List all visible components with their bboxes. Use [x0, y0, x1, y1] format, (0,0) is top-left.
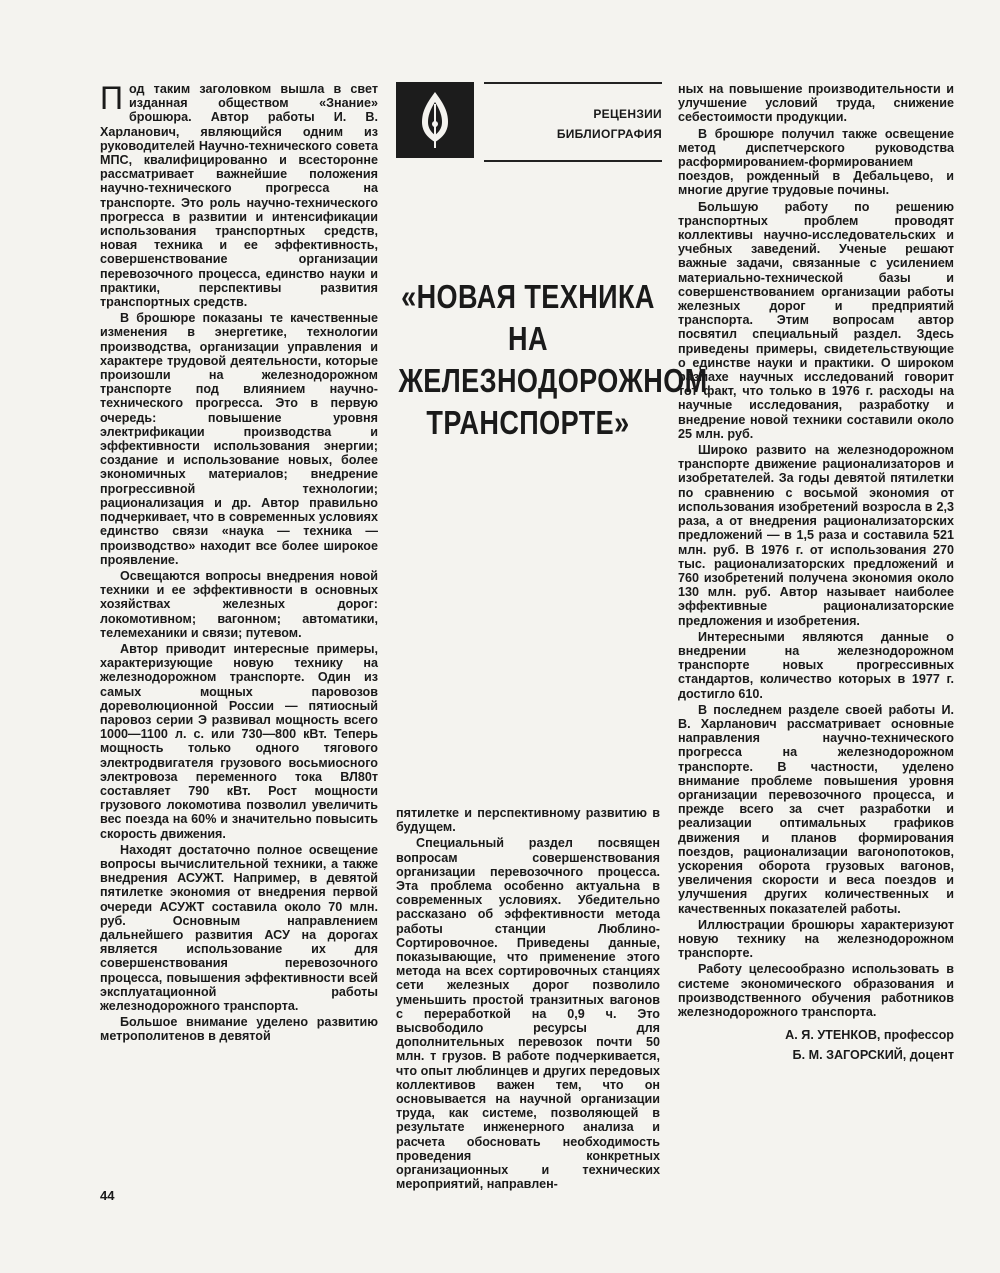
article-authors — [678, 1025, 954, 1065]
drop-cap: П — [100, 80, 123, 116]
rubric-line: БИБЛИОГРАФИЯ — [556, 127, 662, 141]
article-paragraph: Находят достаточно полное освещение вопросы вычислительной техники, а также внедрения АСУЖТ. Например, в девятой пятилетке экономия от внедрения первой очереди АСУЖТ составила около 70 млн. руб. Основным направлением дальнейшего развития АСУ на дорогах является использование их для совершенствования перевозочного процесса, повышения эффективности всей эксплуатационной работы железнодорожного транспорта. — [100, 842, 378, 1013]
headline-line: «НОВАЯ ТЕХНИКА — [401, 278, 655, 315]
rubric-bottom-rule — [484, 160, 662, 162]
article-paragraph: Специальный раздел посвящен вопросам совершенствования организации перевозочного процесса. Эта проблема особенно актуальна в современных условиях. Убедительно рассказано об эффективности метода работы станции Люблино-Сортировочное. Приведены данные, показывающие, что применение этого метода на всех сортировочных станциях сети железных дорог позволило уменьшить простой транзитных вагонов с переработкой на 0,9 ч. Это высвободило ресурсы для дополнительных перевозок почти 50 млн. т грузов. В работе подчеркивается, что опыт люблинцев и других передовых коллективов важен тем, что он основывается на научной организации труда, как системе, позволяющей в результате инженерного анализа и расчета обосновать необходимость проведения конкретных организационных и технических мероприятий, направлен- — [396, 836, 660, 1192]
article-paragraph: Иллюстрации брошюры характеризуют новую технику на железнодорожном транспорте. — [678, 917, 954, 961]
article-paragraph: пятилетке и перспективному развитию в будущем. — [396, 806, 660, 835]
article-paragraph: Под таким заголовком вышла в свет изданная обществом «Знание» брошюра. Автор работы И. В. Харланович, являющийся одним из руководителей Научно-технического совета МПС, квалифицированно и всесторонне рассматривает важнейшие положения научно-технического прогресса на транспорте. Это роль научно-технического прогресса в развитии и интенсификации использования транспортных средств, новая техника и ее эффективность, совершенствование организации перевозочного процесса, единство науки и практики, перспективы развития транспортных средств. — [100, 80, 378, 310]
article-paragraph: Интересными являются данные о внедрении на железнодорожном транспорте новых прогрессивных стандартов, количество которых в 1977 г. достигло 610. — [678, 629, 954, 701]
article-column-1 — [100, 82, 378, 1044]
article-headline — [398, 276, 708, 444]
article-column-2 — [396, 806, 660, 1191]
article-paragraph: В брошюре получил также освещение метод диспетчерского руководства расформированием-формированием поездов, рожденный в Дебальцево, и многие другие трудовые почины. — [678, 126, 954, 198]
article-paragraph: Работу целесообразно использовать в системе экономического образования и производственного обучения работников железнодорожного транспорта. — [678, 962, 954, 1019]
article-paragraph: Широко развито на железнодорожном транспорте движение рационализаторов и изобретателей. За годы девятой пятилетки по сравнению с восьмой экономия от использования изобретений возросла в 2,3 раза, а от внедрения рационализаторских предложений — в 1,5 раза и составила 521 млн. руб. В 1976 г. от использования 270 тыс. рационализаторских предложений и 760 изобретений получена экономия около 130 млн. руб. Автор называет наиболее эффективные рационализаторские предложения и изобретения. — [678, 443, 954, 628]
page-number: 44 — [100, 1188, 115, 1203]
rubric-top-rule — [484, 82, 662, 84]
article-paragraph: Большую работу по решению транспортных проблем проводят коллективы научно-исследовательских и учебных заведений. Ученые решают важные задачи, связанные с усилением материально-технической базы и совершенствованием организации работы железных дорог и предприятий транспорта. Этим вопросам автор посвятил специальный раздел. Здесь приведены примеры, свидетельствующие о единстве науки и практики. О широком размахе научных исследований говорит тот факт, что только в 1976 г. расходы на научные исследования, разработку и внедрение новой техники составили около 25 млн. руб. — [678, 199, 954, 441]
author-line: А. Я. УТЕНКОВ, профессор — [785, 1028, 954, 1043]
article-paragraph: В последнем разделе своей работы И. В. Харланович рассматривает основные направления научно-технического прогресса на железнодорожном транспорте. В частности, уделено внимание проблеме повышения уровня организации перевозочного процесса, и прежде всего за счет разработки и реализации оптимальных графиков движения и планов формирования поездов, рационализации вагонопотоков, ускорения оборота грузовых вагонов, увеличения скорости и веса поездов и улучшения других количественных и качественных показателей работы. — [678, 702, 954, 916]
article-paragraph: ных на повышение производительности и улучшение условий труда, снижение себестоимости продукции. — [678, 82, 954, 125]
headline-line: ТРАНСПОРТЕ» — [426, 404, 630, 441]
article-paragraph: Освещаются вопросы внедрения новой техники и ее эффективности в основных хозяйствах железных дорог: локомотивном; вагонном; автоматики, телемеханики и связи; путевом. — [100, 568, 378, 640]
rubric-line: РЕЦЕНЗИИ — [593, 107, 662, 121]
article-paragraph: Большое внимание уделено развитию метрополитенов в девятой — [100, 1015, 378, 1044]
section-emblem — [396, 82, 474, 158]
article-paragraph: В брошюре показаны те качественные изменения в энергетике, технологии производства, организации управления и характере трудовой деятельности, которые произошли на железнодорожном транспорте под влиянием научно-технического прогресса. Это в первую очередь: повышение уровня электрификации производства и эффективности использования энергии; создание и использование новых, более экономичных материалов; внедрение прогрессивной технологии; рационализация и др. Автор правильно подчеркивает, что в современных условиях единство связи «наука — техника — производство» находит все более широкое проявление. — [100, 311, 378, 567]
author-line: Б. М. ЗАГОРСКИЙ, доцент — [792, 1048, 954, 1063]
headline-line: НА ЖЕЛЕЗНОДОРОЖНОМ — [398, 320, 708, 399]
pen-nib-emblem-icon — [396, 82, 474, 158]
section-rubric — [490, 104, 662, 144]
article-paragraph: Автор приводит интересные примеры, характеризующие новую технику на железнодорожном транспорте. Один из самых мощных паровозов дореволюционной России — пятиосный паровоз серии Э развивал мощность всего 1000—1100 л. с. или 730—800 кВт. Теперь мощность только одного тягового электродвигателя грузового восьмиосного электровоза переменного тока ВЛ80т составляет 790 кВт. Рост мощности грузового локомотива позволил увеличить вес поезда на 60% и значительно повысить скорость движения. — [100, 641, 378, 841]
article-column-3 — [678, 82, 954, 1065]
